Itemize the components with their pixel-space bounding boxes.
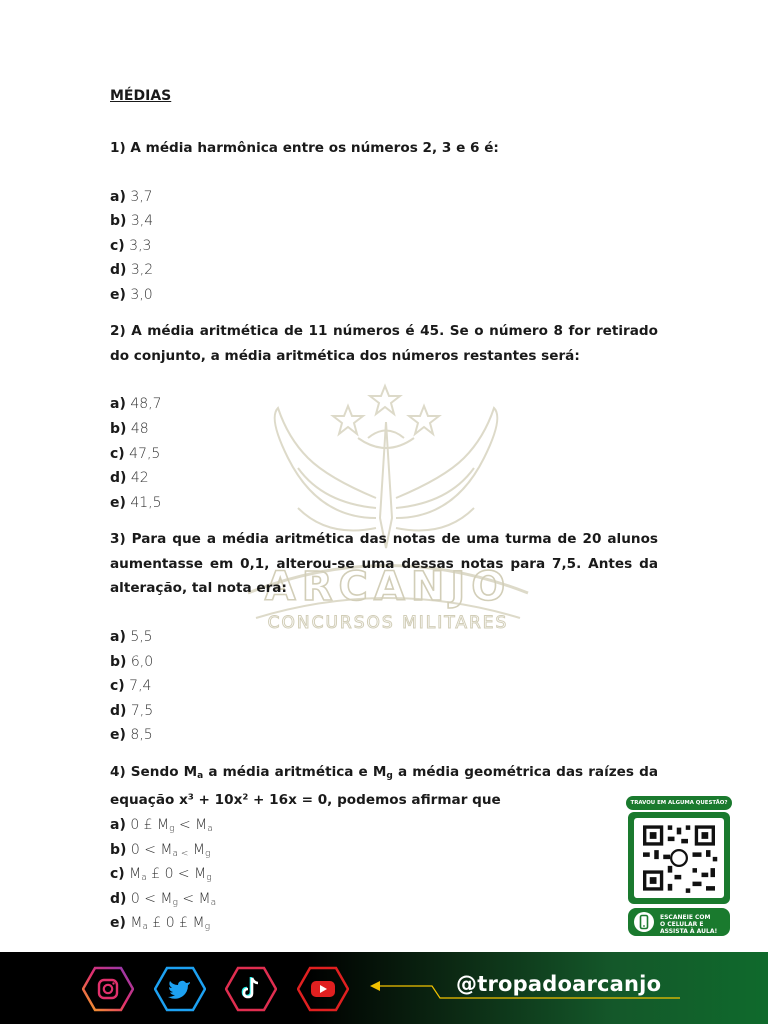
youtube-icon[interactable]	[297, 966, 349, 1012]
watermark-brand: ARCANJO	[264, 564, 512, 610]
option-d: d) 3,2	[110, 262, 154, 279]
phone-icon	[634, 912, 654, 932]
question-3-options	[110, 625, 658, 748]
twitter-icon[interactable]	[154, 966, 206, 1012]
option-b: b) 6,0	[110, 653, 154, 670]
instagram-icon[interactable]	[82, 966, 134, 1012]
option-d: d) $0 < M_g < M_a$	[110, 890, 217, 908]
option-c: c) 7,4	[110, 678, 152, 695]
social-handle[interactable]: @tropadoarcanjo	[456, 972, 662, 996]
page-title: MÉDIAS	[110, 88, 172, 104]
question-1: 1) A média harmônica entre os números 2, 3 e 6 é:	[110, 140, 499, 156]
tiktok-icon[interactable]	[225, 966, 277, 1012]
option-c: c) $M_a$ £ $0 < M_g$	[110, 866, 212, 884]
option-e: e) $M_a$ £ 0 £ $M_g$	[110, 915, 210, 933]
option-b: b) 3,4	[110, 213, 154, 230]
question-3: 3) Para que a média aritmética das notas de uma turma de 20 alunos aumentasse em 0,1, alterou-se uma dessas notas para 7,5. Antes da alteração, tal nota era:	[110, 531, 658, 597]
watermark-tagline: CONCURSOS MILITARES	[267, 613, 509, 633]
question-2: 2) A média aritmética de 11 números é 45. Se o número 8 for retirado do conjunto, a média aritmética dos números restantes será:	[110, 323, 658, 364]
option-b: b) $0 < M_{a <}$ $M_g$	[110, 841, 211, 859]
footer-bar	[0, 952, 768, 1024]
option-e: e) 3,0	[110, 286, 153, 303]
document-body	[110, 86, 658, 936]
option-e: e) 8,5	[110, 727, 153, 744]
option-a: a) 48,7	[110, 396, 162, 413]
option-d: d) 42	[110, 470, 149, 487]
question-4-options	[110, 813, 658, 936]
qr-frame	[628, 812, 730, 904]
question-4: 4) Sendo $M_a$ a média aritmética e $M_g$ a média geométrica das raízes da equação x³ + 10x² + 16x = 0, podemos afirmar que	[110, 763, 658, 809]
option-c: c) 47,5	[110, 445, 161, 462]
question-2-options	[110, 392, 658, 515]
qr-cta: ESCANEIE COM O CELULAR E ASSISTA À AULA!	[628, 908, 730, 936]
option-d: d) 7,5	[110, 702, 154, 719]
option-c: c) 3,3	[110, 237, 152, 254]
qr-banner: TRAVOU EM ALGUMA QUESTÃO?	[626, 796, 732, 810]
option-b: b) 48	[110, 421, 149, 438]
option-a: a) 3,7	[110, 188, 153, 205]
question-1-options	[110, 185, 658, 308]
qr-code-icon[interactable]	[634, 818, 724, 898]
option-a: a) 0 £ $M_g < M_a$	[110, 816, 213, 834]
option-e: e) 41,5	[110, 494, 162, 511]
qr-card[interactable]	[624, 796, 734, 940]
option-a: a) 5,5	[110, 628, 153, 645]
